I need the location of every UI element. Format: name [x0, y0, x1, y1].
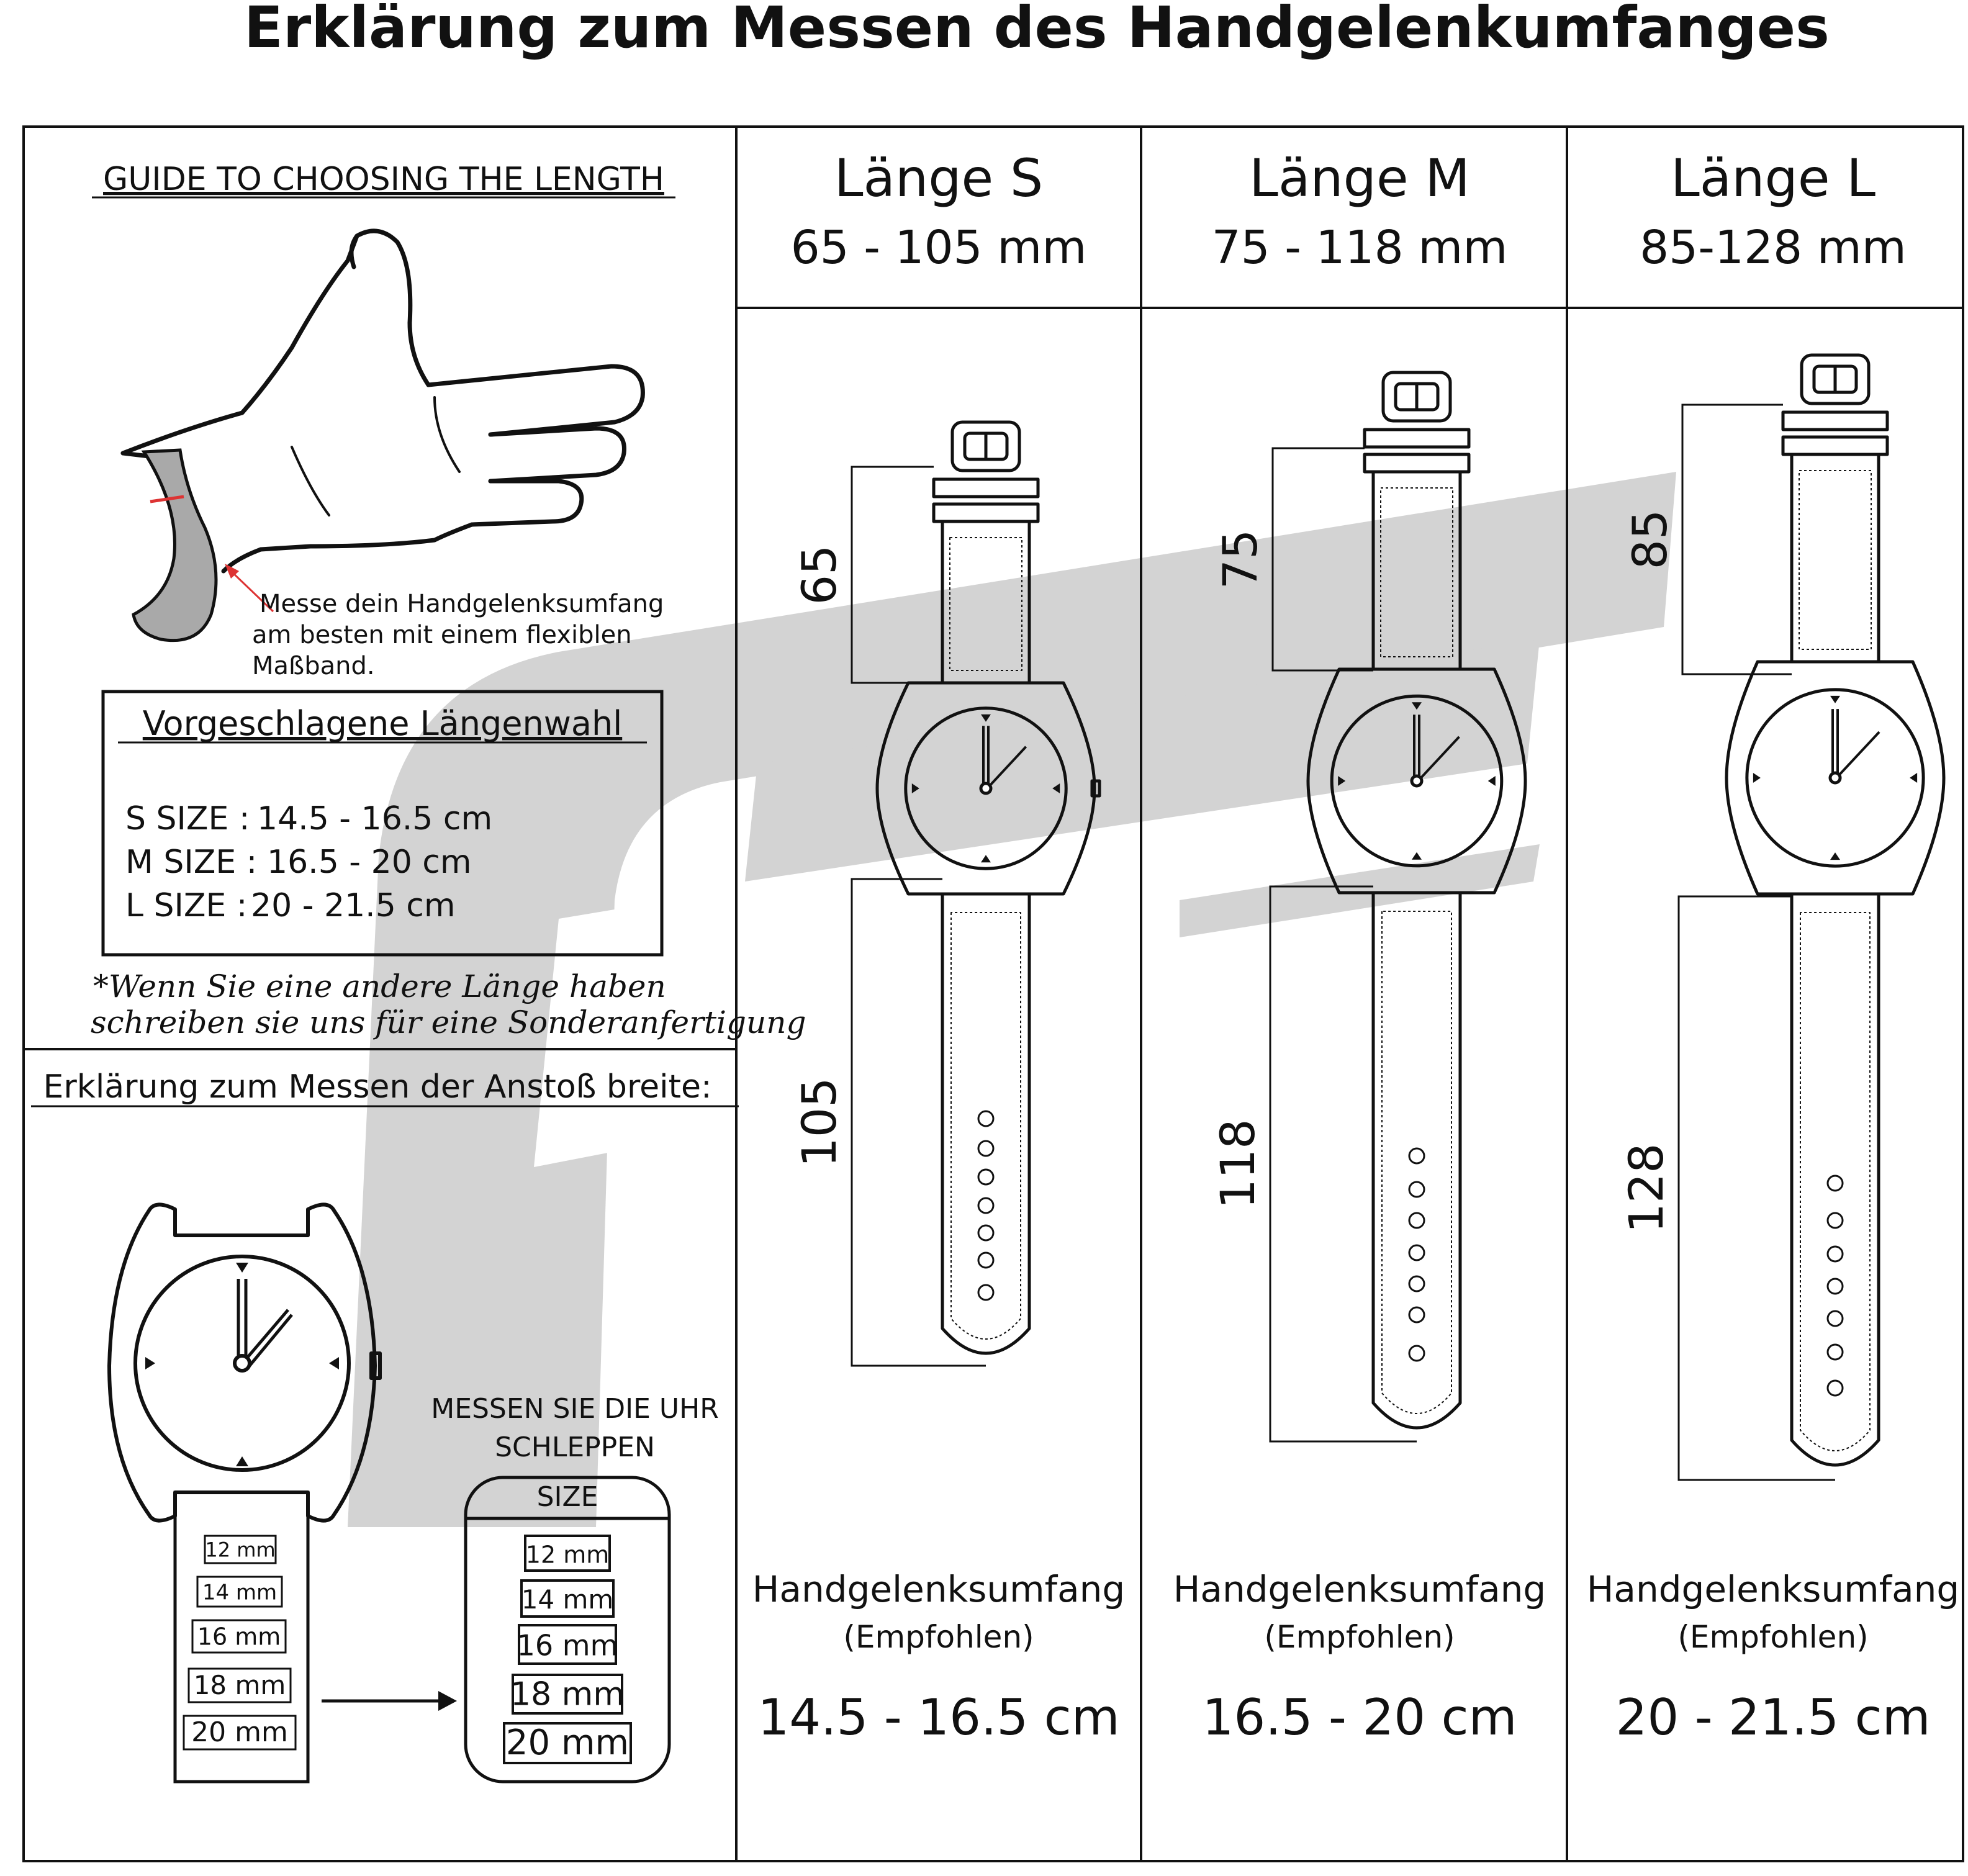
column-range: 85-128 mm	[1640, 221, 1907, 274]
wrist-value: 16.5 - 20 cm	[1202, 1689, 1517, 1746]
lug-width-title: Erklärung zum Messen der Anstoß breite:	[43, 1068, 712, 1106]
length-column-0	[752, 148, 1125, 1746]
column-title: Länge S	[834, 148, 1044, 209]
wrist-label: Handgelenksumfang	[1173, 1568, 1546, 1610]
length-columns	[752, 148, 1959, 1746]
lug-caption-line-2: SCHLEPPEN	[495, 1432, 655, 1463]
guide-title: GUIDE TO CHOOSING THE LENGTH	[103, 161, 664, 198]
card-size-label: 12 mm	[525, 1541, 610, 1569]
stub-size-label: 14 mm	[202, 1580, 278, 1605]
card-size-label: 14 mm	[521, 1584, 614, 1615]
wrist-value: 20 - 21.5 cm	[1615, 1689, 1931, 1746]
lug-caption-line-1: MESSEN SIE DIE UHR	[431, 1393, 719, 1425]
hand-caption-line-2: am besten mit einem flexiblen	[252, 621, 632, 649]
short-strap-length: 75	[1212, 529, 1268, 590]
wrist-value: 14.5 - 16.5 cm	[757, 1689, 1120, 1746]
card-size-3	[510, 1675, 625, 1713]
card-size-0	[525, 1536, 610, 1571]
strap-size-labels	[184, 1536, 296, 1749]
page-title: Erklärung zum Messen des Handgelenkumfanges	[244, 0, 1830, 61]
card-size-2	[517, 1625, 618, 1664]
watch-outline-icon	[877, 422, 1099, 1353]
size-card-title: SIZE	[536, 1481, 598, 1513]
watch-outline-icon	[1727, 355, 1944, 1465]
card-size-label: 18 mm	[510, 1675, 625, 1713]
hand-caption-line-1: Messe dein Handgelenksumfang	[260, 590, 664, 618]
wrist-label: Handgelenksumfang	[752, 1568, 1126, 1610]
recommended-label: (Empfohlen)	[843, 1619, 1034, 1655]
short-strap-length: 85	[1622, 509, 1677, 570]
size-row-m-label: M SIZE :	[125, 844, 258, 881]
short-strap-length: 65	[792, 544, 847, 605]
long-strap-length: 128	[1618, 1143, 1674, 1233]
length-column-2	[1587, 148, 1959, 1746]
length-bracket	[1679, 405, 1835, 1480]
stub-size-label: 12 mm	[205, 1538, 276, 1562]
size-row-l-label: L SIZE :	[125, 887, 248, 924]
card-size-4	[504, 1723, 631, 1763]
column-range: 75 - 118 mm	[1211, 221, 1508, 274]
long-strap-length: 118	[1210, 1119, 1265, 1209]
stub-size-label: 16 mm	[197, 1623, 281, 1651]
stub-size-1	[197, 1577, 282, 1607]
arrow-right-icon	[322, 1691, 457, 1711]
column-range: 65 - 105 mm	[790, 221, 1087, 274]
card-size-1	[521, 1581, 614, 1617]
wrist-label: Handgelenksumfang	[1586, 1568, 1960, 1610]
measuring-tape-icon	[133, 450, 273, 641]
column-title: Länge M	[1249, 148, 1470, 209]
column-title: Länge L	[1670, 148, 1876, 209]
length-column-1	[1173, 148, 1546, 1746]
suggested-box-title: Vorgeschlagene Längenwahl	[142, 704, 623, 743]
size-card-labels	[504, 1536, 631, 1763]
stub-size-4	[184, 1716, 296, 1749]
card-size-label: 20 mm	[505, 1722, 630, 1763]
recommended-label: (Empfohlen)	[1264, 1619, 1455, 1655]
stub-size-3	[189, 1669, 291, 1702]
size-row-s-label: S SIZE :	[125, 800, 250, 837]
stub-size-label: 20 mm	[191, 1716, 288, 1749]
stub-size-0	[205, 1536, 276, 1563]
hand-caption-line-3: Maßband.	[252, 652, 375, 680]
stub-size-2	[192, 1620, 286, 1653]
long-strap-length: 105	[792, 1077, 847, 1168]
custom-note-line-2: schreiben sie uns für eine Sonderanfertigung	[91, 1004, 806, 1040]
card-size-label: 16 mm	[517, 1628, 618, 1662]
custom-note-line-1: *Wenn Sie eine andere Länge haben	[93, 968, 666, 1004]
stub-size-label: 18 mm	[193, 1670, 286, 1701]
size-row-s-value: 14.5 - 16.5 cm	[257, 800, 493, 837]
size-row-l-value: 20 - 21.5 cm	[251, 887, 456, 924]
size-row-m-value: 16.5 - 20 cm	[267, 844, 472, 881]
recommended-label: (Empfohlen)	[1677, 1619, 1869, 1655]
